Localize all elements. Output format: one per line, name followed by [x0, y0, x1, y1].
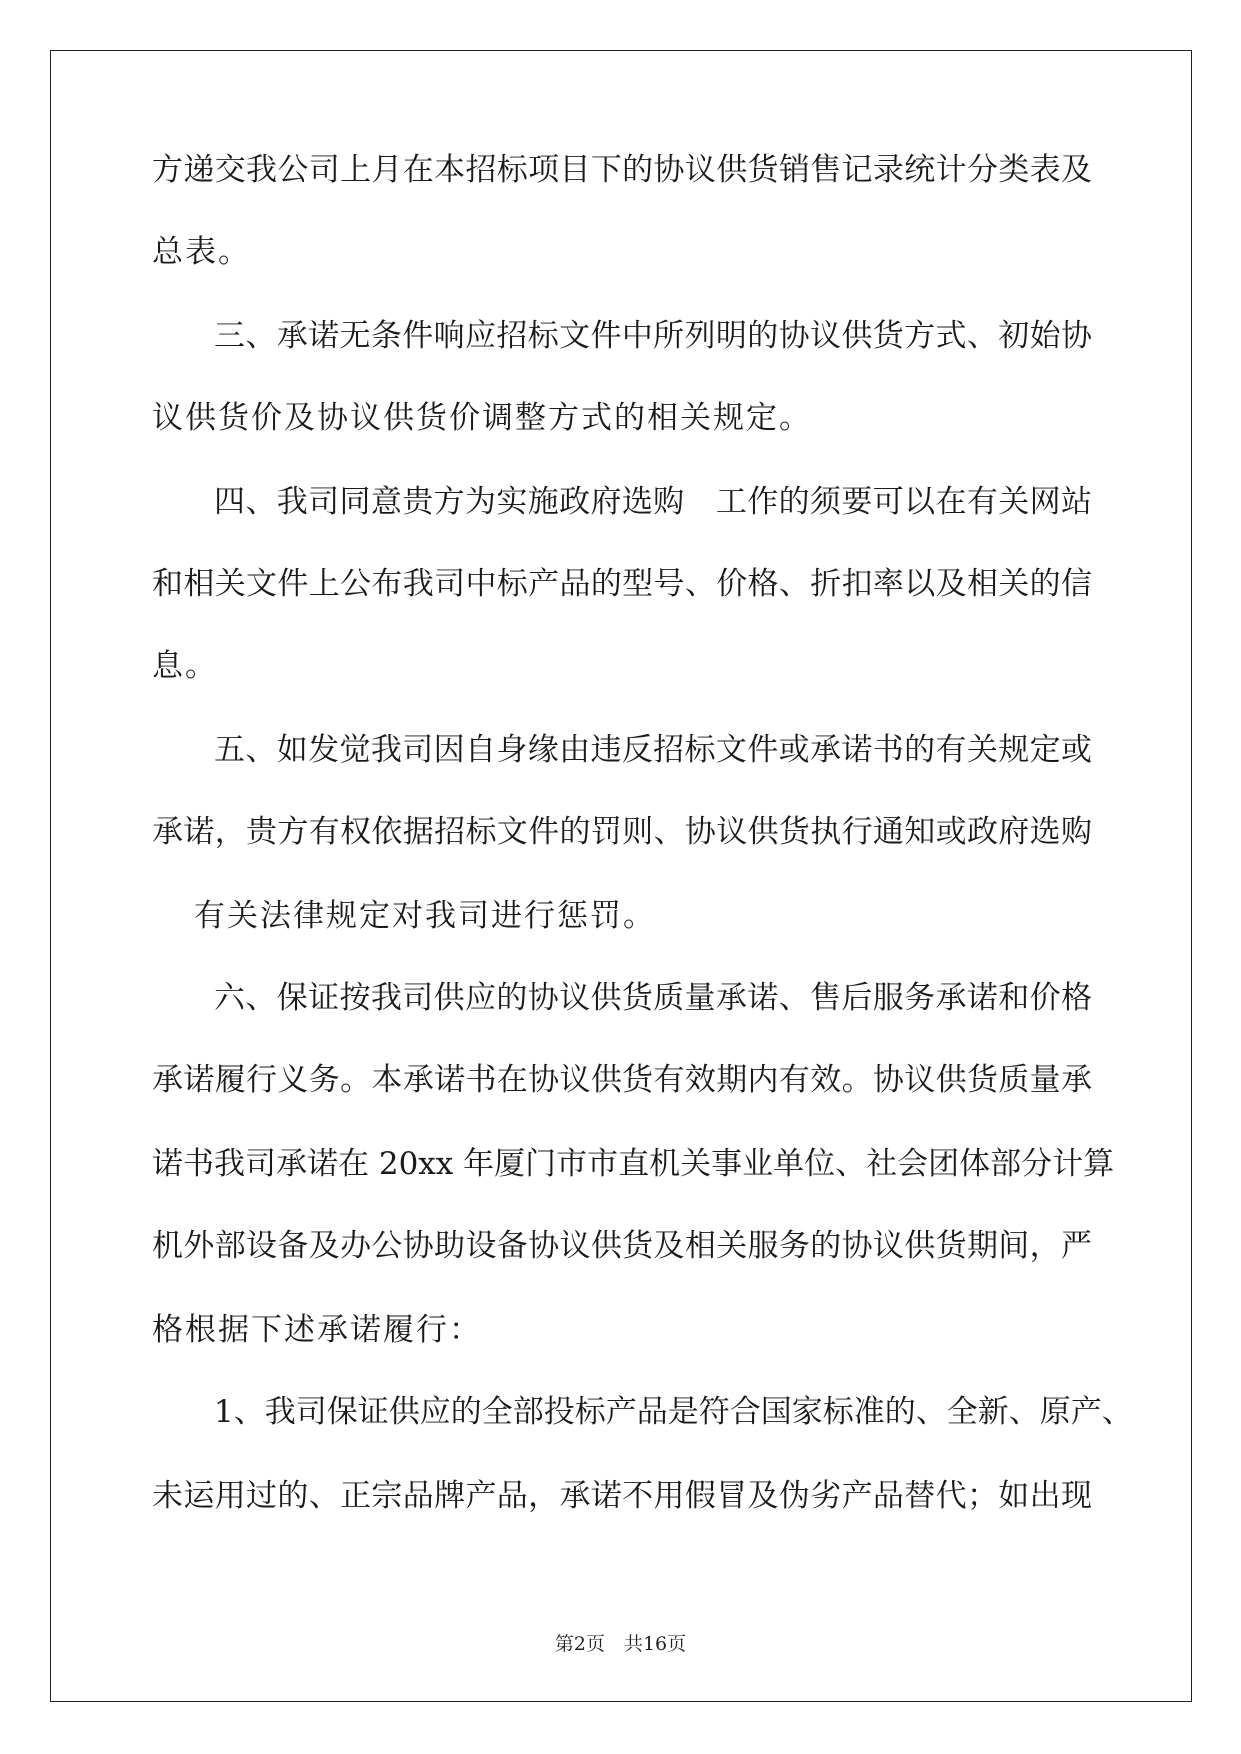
text-line-8: 五、如发觉我司因自身缘由违反招标文件或承诺书的有关规定或 — [214, 732, 1092, 768]
text-line-17: 未运用过的、正宗品牌产品，承诺不用假冒及伪劣产品替代；如出现 — [152, 1478, 1092, 1514]
text-line-9: 承诺，贵方有权依据招标文件的罚则、协议供货执行通知或政府选购 — [152, 814, 1092, 850]
text-line-2: 总表。 — [152, 234, 251, 270]
page-footer: 第2页 共16页 — [554, 1633, 687, 1655]
text-line-11: 六、保证按我司供应的协议供货质量承诺、售后服务承诺和价格 — [214, 980, 1092, 1016]
text-line-1: 方递交我公司上月在本招标项目下的协议供货销售记录统计分类表及 — [152, 152, 1092, 188]
text-line-13: 诺书我司承诺在 20xx 年厦门市市直机关事业单位、社会团体部分计算 — [152, 1146, 1115, 1182]
text-line-14: 机外部设备及办公协助设备协议供货及相关服务的协议供货期间，严 — [152, 1228, 1092, 1264]
text-line-15: 格根据下述承诺履行： — [152, 1312, 482, 1348]
text-line-7: 息。 — [152, 648, 218, 684]
text-line-16: 1、我司保证供应的全部投标产品是符合国家标准的、全新、原产、 — [214, 1394, 1133, 1430]
text-line-6: 和相关文件上公布我司中标产品的型号、价格、折扣率以及相关的信 — [152, 566, 1092, 602]
text-line-5: 四、我司同意贵方为实施政府选购 工作的须要可以在有关网站 — [214, 484, 1092, 520]
text-line-3: 三、承诺无条件响应招标文件中所列明的协议供货方式、初始协 — [214, 318, 1092, 354]
text-line-12: 承诺履行义务。本承诺书在协议供货有效期内有效。协议供货质量承 — [152, 1062, 1092, 1098]
text-line-4: 议供货价及协议供货价调整方式的相关规定。 — [152, 400, 812, 436]
page-border — [50, 50, 1192, 1702]
text-line-10: 有关法律规定对我司进行惩罚。 — [194, 898, 656, 934]
